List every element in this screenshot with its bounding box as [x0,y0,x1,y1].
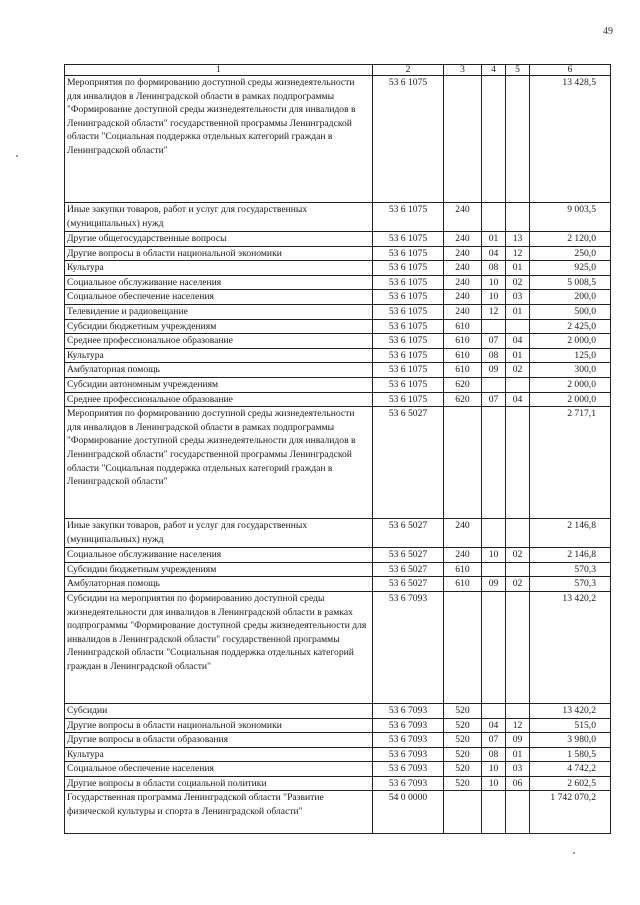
table-row [65,577,611,592]
header-col-4: 4 [482,65,506,76]
cell-code: 53 6 5027 [373,519,444,548]
cell-sub: 03 [506,762,530,777]
cell-sub: 02 [506,275,530,290]
cell-amount: 1 580,5 [530,747,611,762]
cell-sec: 07 [482,733,506,748]
cell-amount: 570,3 [530,562,611,577]
cell-code: 53 6 1075 [373,203,444,232]
table-row [65,703,611,718]
cell-amount: 200,0 [530,290,611,305]
cell-code: 53 6 7093 [373,591,444,703]
cell-sec: 04 [482,718,506,733]
cell-name: Другие вопросы в области социальной политики [65,776,373,791]
cell-amount: 2 000,0 [530,334,611,349]
cell-sec [482,377,506,392]
cell-name: Среднее профессиональное образование [65,392,373,407]
cell-amount: 2 120,0 [530,232,611,247]
table-row [65,392,611,407]
cell-sec [482,407,506,519]
cell-type: 240 [444,519,482,548]
table-row [65,548,611,563]
cell-code: 53 6 5027 [373,562,444,577]
cell-code: 53 6 7093 [373,776,444,791]
cell-code: 53 6 5027 [373,407,444,519]
cell-name: Государственная программа Ленинградской области "Развитие физической культуры и спорта в Ленинградской области" [65,791,373,834]
cell-code: 53 6 1075 [373,304,444,319]
budget-table-container [64,64,610,834]
cell-amount: 250,0 [530,246,611,261]
cell-name: Социальное обеспечение населения [65,762,373,777]
cell-type [444,591,482,703]
cell-code: 53 6 1075 [373,334,444,349]
cell-type: 520 [444,776,482,791]
cell-type [444,407,482,519]
table-row [65,348,611,363]
cell-sub: 02 [506,548,530,563]
table-row [65,275,611,290]
cell-sec [482,591,506,703]
cell-amount: 2 717,1 [530,407,611,519]
table-row [65,290,611,305]
cell-amount: 2 602,5 [530,776,611,791]
table-row [65,791,611,834]
cell-sec [482,519,506,548]
cell-sec [482,76,506,203]
table-row [65,76,611,203]
page-number: 49 [603,26,613,37]
cell-sub [506,791,530,834]
cell-amount: 500,0 [530,304,611,319]
table-row [65,519,611,548]
cell-amount: 925,0 [530,261,611,276]
cell-type: 610 [444,334,482,349]
cell-sec: 10 [482,290,506,305]
cell-type: 610 [444,562,482,577]
header-col-5: 5 [506,65,530,76]
table-row [65,246,611,261]
cell-amount: 2 000,0 [530,377,611,392]
cell-type: 520 [444,747,482,762]
cell-name: Иные закупки товаров, работ и услуг для государственных (муниципальных) нужд [65,203,373,232]
cell-amount: 2 000,0 [530,392,611,407]
cell-amount: 515,0 [530,718,611,733]
table-row [65,203,611,232]
cell-name: Другие вопросы в области национальной экономики [65,246,373,261]
cell-code: 53 6 5027 [373,548,444,563]
cell-sec: 07 [482,392,506,407]
cell-sec [482,703,506,718]
table-row [65,562,611,577]
table-row [65,334,611,349]
cell-code: 53 6 1075 [373,290,444,305]
cell-amount: 570,3 [530,577,611,592]
table-row [65,319,611,334]
cell-name: Субсидии бюджетным учреждениям [65,319,373,334]
cell-amount: 2 146,8 [530,519,611,548]
table-row [65,733,611,748]
scan-speck [573,852,575,854]
cell-sub [506,519,530,548]
cell-type: 240 [444,232,482,247]
cell-name: Среднее профессиональное образование [65,334,373,349]
cell-amount: 1 742 070,2 [530,791,611,834]
table-row [65,762,611,777]
cell-sec [482,203,506,232]
cell-amount: 2 425,0 [530,319,611,334]
cell-code: 53 6 1075 [373,377,444,392]
cell-sub: 04 [506,334,530,349]
cell-sec: 09 [482,363,506,378]
cell-type: 240 [444,203,482,232]
cell-sec: 12 [482,304,506,319]
cell-sub: 01 [506,304,530,319]
cell-type: 610 [444,363,482,378]
cell-sub [506,377,530,392]
cell-sec: 01 [482,232,506,247]
table-row [65,261,611,276]
cell-name: Субсидии бюджетным учреждениям [65,562,373,577]
cell-name: Мероприятия по формированию доступной среды жизнедеятельности для инвалидов в Ленинградской области в рамках подпрограммы "Формирование доступной среды жизнедеятельности для инвалидов в Ленинградской области" государственной программы Ленинградской области "Социальная поддержка отдельных категорий граждан в Ленинградской области" [65,407,373,519]
cell-sec: 04 [482,246,506,261]
cell-sec: 10 [482,548,506,563]
header-col-3: 3 [444,65,482,76]
header-row [65,65,611,76]
cell-code: 53 6 1075 [373,363,444,378]
cell-amount: 13 420,2 [530,703,611,718]
cell-code: 53 6 7093 [373,718,444,733]
cell-type: 240 [444,304,482,319]
cell-name: Амбулаторная помощь [65,363,373,378]
cell-amount: 9 003,5 [530,203,611,232]
cell-sec: 10 [482,275,506,290]
cell-amount: 4 742,2 [530,762,611,777]
cell-sub: 06 [506,776,530,791]
cell-amount: 13 428,5 [530,76,611,203]
cell-sec: 10 [482,762,506,777]
cell-type: 520 [444,703,482,718]
cell-name: Амбулаторная помощь [65,577,373,592]
cell-sub [506,591,530,703]
budget-table [64,64,611,834]
cell-type: 240 [444,246,482,261]
cell-sec: 07 [482,334,506,349]
cell-type: 620 [444,377,482,392]
table-row [65,747,611,762]
cell-amount: 300,0 [530,363,611,378]
cell-sec: 08 [482,348,506,363]
cell-sec: 09 [482,577,506,592]
cell-code: 53 6 7093 [373,747,444,762]
cell-code: 53 6 1075 [373,232,444,247]
cell-name: Социальное обслуживание населения [65,548,373,563]
cell-sec [482,791,506,834]
table-body [65,76,611,834]
cell-name: Другие вопросы в области образования [65,733,373,748]
cell-code: 53 6 1075 [373,348,444,363]
table-row [65,718,611,733]
cell-sub [506,407,530,519]
cell-type: 240 [444,290,482,305]
cell-name: Культура [65,747,373,762]
cell-type: 520 [444,762,482,777]
cell-sub [506,703,530,718]
table-row [65,363,611,378]
cell-sec [482,319,506,334]
table-row [65,776,611,791]
cell-code: 54 0 0000 [373,791,444,834]
cell-code: 53 6 1075 [373,246,444,261]
cell-type: 240 [444,275,482,290]
table-row [65,591,611,703]
header-col-6: 6 [530,65,611,76]
cell-code: 53 6 7093 [373,762,444,777]
cell-name: Субсидии автономным учреждениям [65,377,373,392]
cell-code: 53 6 1075 [373,76,444,203]
cell-amount: 125,0 [530,348,611,363]
cell-name: Другие вопросы в области национальной экономики [65,718,373,733]
cell-code: 53 6 7093 [373,733,444,748]
cell-name: Социальное обслуживание населения [65,275,373,290]
cell-sec: 10 [482,776,506,791]
cell-sub: 01 [506,261,530,276]
cell-type [444,76,482,203]
cell-name: Социальное обеспечение населения [65,290,373,305]
cell-amount: 2 146,8 [530,548,611,563]
cell-type: 610 [444,319,482,334]
cell-sub: 13 [506,232,530,247]
cell-sec [482,562,506,577]
cell-type: 520 [444,718,482,733]
cell-type: 240 [444,548,482,563]
cell-type: 610 [444,577,482,592]
cell-amount: 13 420,2 [530,591,611,703]
cell-code: 53 6 1075 [373,319,444,334]
table-row [65,407,611,519]
cell-type [444,791,482,834]
cell-code: 53 6 1075 [373,392,444,407]
cell-sub: 12 [506,246,530,261]
cell-name: Культура [65,261,373,276]
cell-sub [506,562,530,577]
cell-type: 620 [444,392,482,407]
cell-amount: 3 980,0 [530,733,611,748]
cell-sub: 03 [506,290,530,305]
cell-name: Другие общегосударственные вопросы [65,232,373,247]
cell-sub: 04 [506,392,530,407]
cell-type: 520 [444,733,482,748]
cell-sub: 01 [506,348,530,363]
header-col-2: 2 [373,65,444,76]
cell-sec: 08 [482,747,506,762]
cell-sub: 02 [506,577,530,592]
table-row [65,377,611,392]
header-col-1: 1 [65,65,373,76]
cell-code: 53 6 1075 [373,275,444,290]
cell-code: 53 6 7093 [373,703,444,718]
cell-name: Субсидии на мероприятия по формированию доступной среды жизнедеятельности для инвалидов в Ленинградской области в рамках подпрограммы "Формирование доступной среды жизнедеятельности для инвалидов в Ленинградской области" государственной программы Ленинградской области "Социальная поддержка отдельных категорий граждан в Ленинградской области" [65,591,373,703]
cell-type: 610 [444,348,482,363]
cell-name: Иные закупки товаров, работ и услуг для государственных (муниципальных) нужд [65,519,373,548]
cell-sub [506,319,530,334]
cell-sec: 08 [482,261,506,276]
cell-name: Мероприятия по формированию доступной среды жизнедеятельности для инвалидов в Ленинградской области в рамках подпрограммы "Формирование доступной среды жизнедеятельности для инвалидов в Ленинградской области" государственной программы Ленинградской области "Социальная поддержка отдельных категорий граждан в Ленинградской области" [65,76,373,203]
cell-name: Субсидии [65,703,373,718]
cell-amount: 5 008,5 [530,275,611,290]
cell-sub: 02 [506,363,530,378]
scan-speck [16,155,18,157]
cell-code: 53 6 1075 [373,261,444,276]
cell-sub: 09 [506,733,530,748]
cell-sub: 01 [506,747,530,762]
cell-code: 53 6 5027 [373,577,444,592]
cell-sub: 12 [506,718,530,733]
cell-name: Телевидение и радиовещание [65,304,373,319]
cell-sub [506,76,530,203]
table-row [65,232,611,247]
table-row [65,304,611,319]
cell-type: 240 [444,261,482,276]
cell-sub [506,203,530,232]
cell-name: Культура [65,348,373,363]
